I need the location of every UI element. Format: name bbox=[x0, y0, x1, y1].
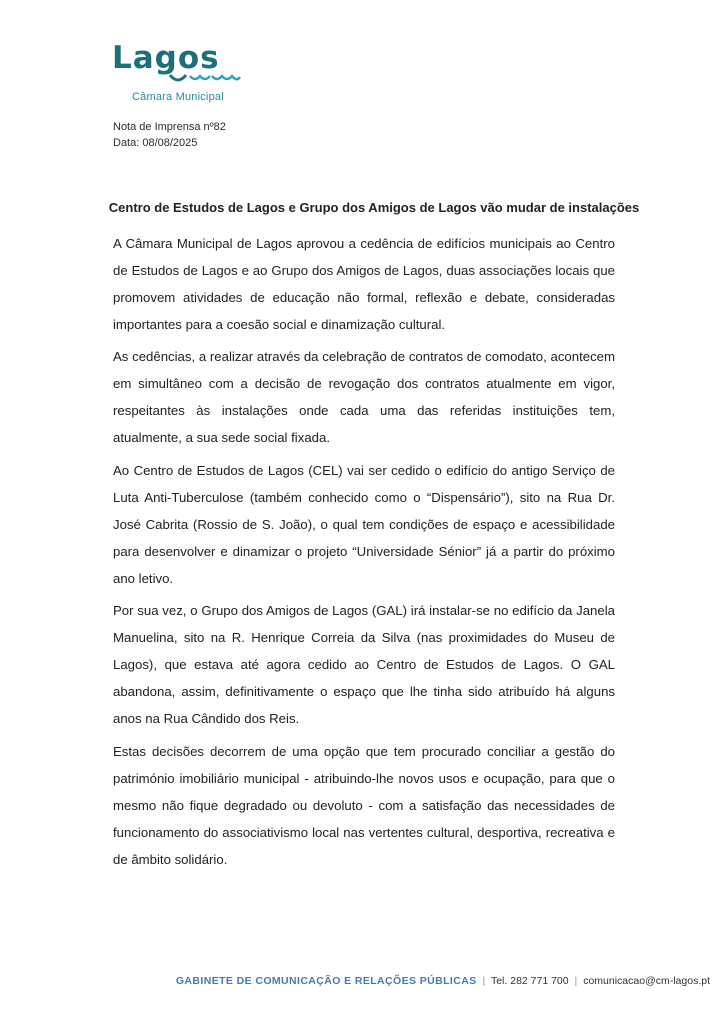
article-paragraph: A Câmara Municipal de Lagos aprovou a cedência de edifícios municipais ao Centro de Estudos de Lagos e ao Grupo dos Amigos de Lagos, duas associações locais que promovem atividades de educação não formal, reflexão e debate, consideradas importantes para a coesão social e dinamização cultural. bbox=[113, 236, 615, 332]
page-footer bbox=[176, 975, 710, 987]
logo-subtitle: Câmara Municipal bbox=[132, 91, 224, 103]
press-note-number: Nota de Imprensa nº82 bbox=[113, 121, 226, 133]
footer-phone: Tel. 282 771 700 bbox=[490, 975, 569, 987]
article-paragraph: Ao Centro de Estudos de Lagos (CEL) vai ser cedido o edifício do antigo Serviço de Luta Anti-Tuberculose (também conhecido como o “Dispensário”), sito na Rua Dr. José Cabrita (Rossio de S. João), o qual tem condições de espaço e acessibilidade para desenvolver e dinamizar o projeto “Universidade Sénior” já a partir do próximo ano letivo. bbox=[113, 463, 615, 586]
footer-department: GABINETE DE COMUNICAÇÃO E RELAÇÕES PÚBLICAS bbox=[175, 975, 477, 987]
article-paragraph: As cedências, a realizar através da celebração de contratos de comodato, acontecem em simultâneo com a decisão de revogação dos contratos atualmente em vigor, respeitantes às instalações onde cada uma das referidas instituições tem, atualmente, a sua sede social fixada. bbox=[113, 349, 615, 445]
footer-separator: | bbox=[482, 975, 486, 987]
article-title: Centro de Estudos de Lagos e Grupo dos Amigos de Lagos vão mudar de instalações bbox=[108, 200, 640, 215]
lagos-logo bbox=[112, 38, 252, 104]
press-date: Data: 08/08/2025 bbox=[113, 137, 198, 149]
press-meta bbox=[113, 119, 226, 151]
article-paragraph: Por sua vez, o Grupo dos Amigos de Lagos (GAL) irá instalar-se no edifício da Janela Manuelina, sito na R. Henrique Correia da Silva (nas proximidades do Museu de Lagos), que estava até agora cedido ao Centro de Estudos de Lagos. O GAL abandona, assim, definitivamente o espaço que lhe tinha sido atribuído há alguns anos na Rua Cândido dos Reis. bbox=[113, 603, 615, 726]
footer-separator: | bbox=[574, 975, 578, 987]
logo-wordmark: Lagos bbox=[112, 40, 220, 76]
footer-email: comunicacao@cm-lagos.pt bbox=[583, 975, 710, 987]
waves-icon bbox=[168, 71, 242, 85]
article-paragraph: Estas decisões decorrem de uma opção que tem procurado conciliar a gestão do património imobiliário municipal - atribuindo-lhe novos usos e ocupação, para que o mesmo não fique degradado ou devoluto - com a satisfação das necessidades de funcionamento do associativismo local nas vertentes cultural, desportiva, recreativa e de âmbito solidário. bbox=[113, 744, 615, 867]
